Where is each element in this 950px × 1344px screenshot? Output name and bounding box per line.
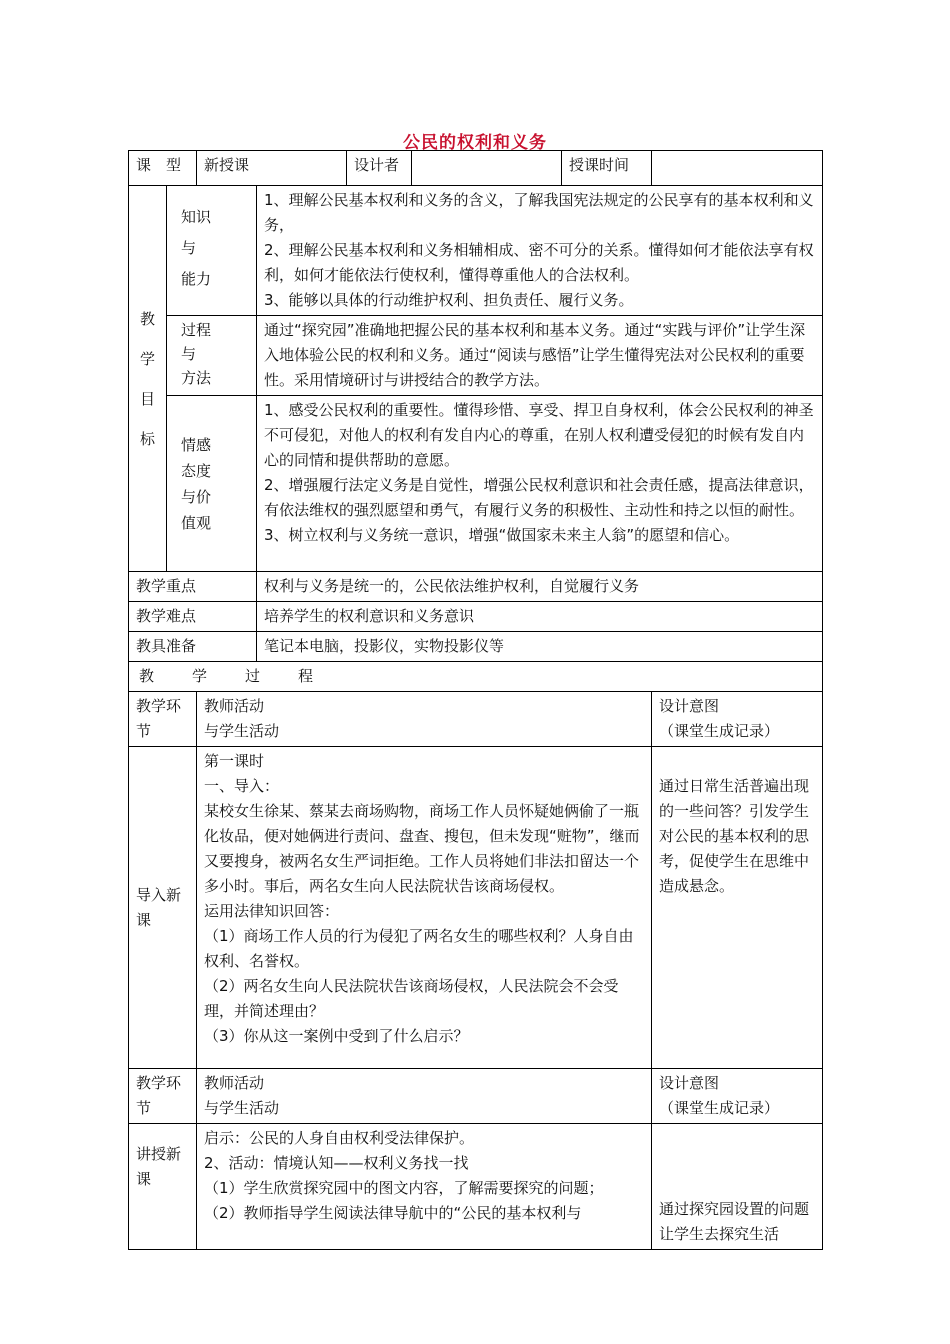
- intro-intent: [652, 747, 823, 1069]
- emotion-content: [257, 396, 823, 572]
- intent-label: [652, 1069, 823, 1124]
- process-content: [257, 316, 823, 396]
- stage-label: 教学环节: [129, 692, 197, 747]
- emotion-line: 3、树立权利与义务统一意识，增强“做国家未来主人翁”的愿望和信心。: [264, 526, 740, 544]
- knowledge-label: [167, 186, 257, 316]
- lecture-content: [197, 1124, 652, 1250]
- lecture-stage: 讲授新课: [129, 1124, 197, 1250]
- tools-label: 教具准备: [129, 632, 257, 662]
- process-label-line: 与: [181, 345, 197, 363]
- process-heading-text: 教学过程: [139, 667, 352, 685]
- intent-label-line: 设计意图: [659, 697, 720, 715]
- intent-label: [652, 692, 823, 747]
- lesson-plan-table: [128, 150, 823, 1250]
- intro-line: 运用法律知识回答：: [204, 902, 340, 920]
- knowledge-line: 1、理解公民基本权利和义务的含义，了解我国宪法规定的公民享有的基本权利和义务，: [264, 191, 814, 234]
- process-label-line: 过程: [181, 321, 212, 339]
- course-type-label: 课 型: [129, 151, 197, 186]
- designer-value: [412, 151, 562, 186]
- difficulty-value: 培养学生的权利意识和义务意识: [257, 602, 823, 632]
- intro-intent-text: 通过日常生活普遍出现的一些问答？引发学生对公民的基本权利的思考，促使学生在思维中造成悬念。: [659, 777, 810, 895]
- lecture-line: （2）教师指导学生阅读法律导航中的“公民的基本权利与: [204, 1204, 582, 1222]
- objectives-label-char: 目: [139, 389, 155, 408]
- activity-label: [197, 1069, 652, 1124]
- intro-line: 某校女生徐某、蔡某去商场购物，商场工作人员怀疑她俩偷了一瓶化妆品，便对她俩进行责问、盘查、搜包，但未发现“赃物”，继而又要搜身，被两名女生严词拒绝。工作人员将她们非法扣留达一个多小时。事后，两名女生向人民法院状告该商场侵权。: [204, 802, 640, 895]
- intent-label-line: （课堂生成记录）: [659, 722, 780, 740]
- process-line: 通过“探究园”准确地把握公民的基本权利和基本义务。通过“实践与评价”让学生深入地体验公民的权利和义务。通过“阅读与感悟”让学生懂得宪法对公民权利的重要性。采用情境研讨与讲授结合的教学方法。: [264, 321, 806, 389]
- process-heading: [129, 662, 823, 692]
- activity-label: [197, 692, 652, 747]
- emotion-line: 2、增强履行法定义务是自觉性，增强公民权利意识和社会责任感，提高法律意识，有依法维权的强烈愿望和勇气，有履行义务的积极性、主动性和持之以恒的耐性。: [264, 476, 814, 519]
- intro-stage: 导入新课: [129, 747, 197, 1069]
- document-title: 公民的权利和义务: [403, 133, 547, 153]
- key-point-value: 权利与义务是统一的，公民依法维护权利，自觉履行义务: [257, 572, 823, 602]
- emotion-line: 1、感受公民权利的重要性。懂得珍惜、享受、捍卫自身权利，体会公民权利的神圣不可侵犯，对他人的权利有发自内心的尊重，在别人权利遭受侵犯的时候有发自内心的同情和提供帮助的意愿。: [264, 401, 814, 469]
- emotion-label-line: 值观: [181, 514, 212, 532]
- tools-value: 笔记本电脑，投影仪，实物投影仪等: [257, 632, 823, 662]
- intro-line: （3）你从这一案例中受到了什么启示？: [204, 1027, 469, 1045]
- process-label: [167, 316, 257, 396]
- course-type-value: 新授课: [197, 151, 347, 186]
- intro-content: [197, 747, 652, 1069]
- intro-line: 一、导入：: [204, 777, 280, 795]
- lecture-line: （1）学生欣赏探究园中的图文内容，了解需要探究的问题；: [204, 1179, 604, 1197]
- difficulty-label: 教学难点: [129, 602, 257, 632]
- knowledge-label-line: 知识: [181, 208, 212, 226]
- knowledge-label-line: 能力: [181, 270, 212, 288]
- objectives-label-char: 教: [139, 309, 155, 328]
- time-value: [652, 151, 823, 186]
- intro-line: （2）两名女生向人民法院状告该商场侵权，人民法院会不会受理，并简述理由？: [204, 977, 619, 1020]
- objectives-label-char: 学: [139, 349, 155, 368]
- objectives-group-label: [129, 186, 167, 572]
- intro-line: （1）商场工作人员的行为侵犯了两名女生的哪些权利？人身自由权利、名誉权。: [204, 927, 634, 970]
- stage-label: 教学环节: [129, 1069, 197, 1124]
- knowledge-line: 2、理解公民基本权利和义务相辅相成、密不可分的关系。懂得如何才能依法享有权利，如何才能依法行使权利，懂得尊重他人的合法权利。: [264, 241, 814, 284]
- activity-label-line: 教师活动: [204, 697, 265, 715]
- activity-label-line: 与学生活动: [204, 1099, 280, 1117]
- key-point-label: 教学重点: [129, 572, 257, 602]
- time-label: 授课时间: [562, 151, 652, 186]
- intent-label-line: 设计意图: [659, 1074, 720, 1092]
- lecture-intent: [652, 1124, 823, 1250]
- knowledge-content: [257, 186, 823, 316]
- lecture-line: 2、活动：情境认知——权利义务找一找: [204, 1154, 469, 1172]
- emotion-label-line: 态度: [181, 462, 212, 480]
- activity-label-line: 与学生活动: [204, 722, 280, 740]
- emotion-label: [167, 396, 257, 572]
- emotion-label-line: 与价: [181, 488, 212, 506]
- process-label-line: 方法: [181, 369, 212, 387]
- designer-label: 设计者: [347, 151, 412, 186]
- lecture-intent-text: 通过探究园设置的问题让学生去探究生活: [659, 1200, 810, 1243]
- knowledge-label-line: 与: [181, 239, 197, 257]
- lecture-line: 启示：公民的人身自由权利受法律保护。: [204, 1129, 475, 1147]
- activity-label-line: 教师活动: [204, 1074, 265, 1092]
- intro-line: 第一课时: [204, 752, 265, 770]
- intent-label-line: （课堂生成记录）: [659, 1099, 780, 1117]
- objectives-label-char: 标: [139, 429, 155, 448]
- emotion-label-line: 情感: [181, 436, 212, 454]
- knowledge-line: 3、能够以具体的行动维护权利、担负责任、履行义务。: [264, 291, 634, 309]
